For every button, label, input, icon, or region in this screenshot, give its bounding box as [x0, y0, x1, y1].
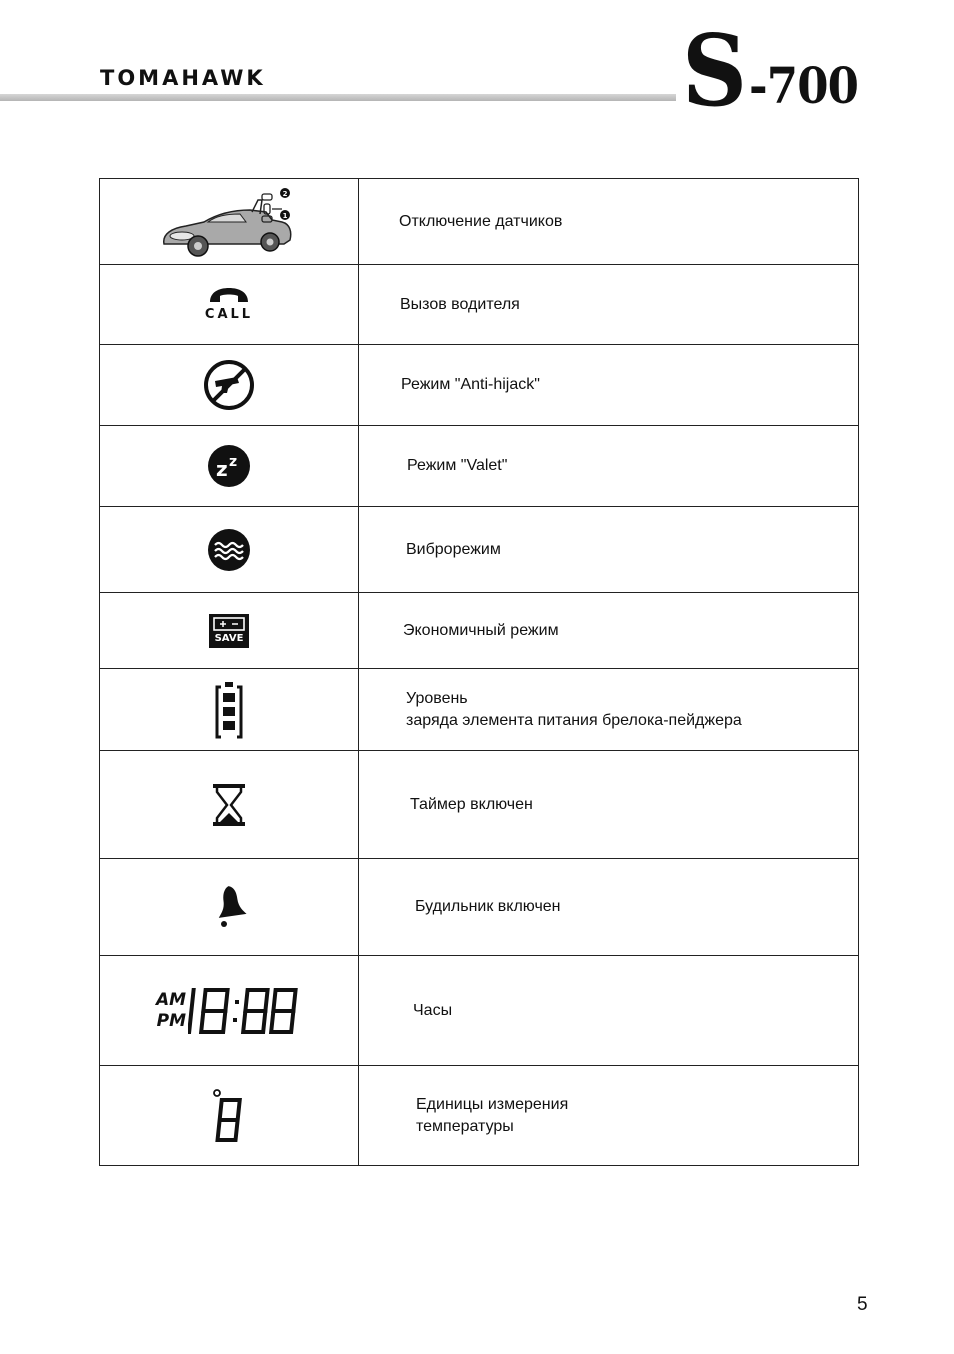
- call-icon-text: CALL: [204, 307, 254, 322]
- table-row: [100, 859, 859, 956]
- call-icon: [207, 287, 251, 305]
- svg-text:z: z: [229, 454, 238, 470]
- pm-indicator: PM: [156, 1010, 187, 1031]
- legend-label: Режим "Valet": [359, 426, 859, 507]
- table-row: [100, 179, 859, 265]
- brand-logo: TOMAHAWK: [100, 66, 266, 90]
- icon-cell: [100, 1066, 359, 1166]
- table-row: [100, 265, 859, 345]
- model-number: -700: [748, 56, 858, 115]
- legend-label: [359, 1066, 859, 1166]
- clock-icon: [188, 986, 302, 1036]
- battery-level-icon: [215, 681, 243, 739]
- icon-cell: [100, 593, 359, 669]
- table-row: [100, 669, 859, 751]
- page-number: 5: [857, 1294, 868, 1315]
- icon-cell: [100, 751, 359, 859]
- legend-label: Режим "Anti-hijack": [359, 345, 859, 426]
- svg-text:z: z: [216, 457, 228, 481]
- legend-label: Экономичный режим: [359, 593, 859, 669]
- table-row: [100, 751, 859, 859]
- car-sensors-icon: [154, 182, 304, 262]
- anti-hijack-icon: [203, 359, 255, 411]
- header-divider: [0, 94, 676, 101]
- icon-cell: [100, 265, 359, 345]
- model-logo: [682, 14, 870, 129]
- save-icon-text: SAVE: [214, 632, 244, 644]
- model-letter: S: [682, 14, 748, 129]
- icon-cell: [100, 507, 359, 593]
- legend-label-line: температуры: [416, 1117, 514, 1135]
- table-row: [100, 956, 859, 1066]
- icon-cell: [100, 426, 359, 507]
- temperature-unit-icon: [212, 1088, 246, 1144]
- svg-text:2: 2: [282, 189, 288, 198]
- table-row: [100, 345, 859, 426]
- legend-label: Виброрежим: [359, 507, 859, 593]
- table-row: [100, 593, 859, 669]
- icon-cell: [100, 345, 359, 426]
- legend-label-line: Уровень: [406, 689, 468, 707]
- legend-label: Вызов водителя: [359, 265, 859, 345]
- indicator-legend-table: [99, 178, 859, 1166]
- battery-save-icon: [209, 614, 249, 648]
- vibration-icon: [207, 528, 251, 572]
- legend-label-line: Единицы измерения: [416, 1095, 569, 1113]
- icon-cell: [100, 956, 359, 1066]
- table-row: [100, 1066, 859, 1166]
- legend-label: Будильник включен: [359, 859, 859, 956]
- legend-label: Часы: [359, 956, 859, 1066]
- icon-cell: [100, 669, 359, 751]
- legend-label: [359, 669, 859, 751]
- icon-cell: [100, 179, 359, 265]
- am-indicator: AM: [155, 989, 187, 1010]
- battery-outline-icon: [212, 617, 246, 632]
- legend-label: Отключение датчиков: [359, 179, 859, 265]
- table-row: [100, 426, 859, 507]
- legend-label-line: заряда элемента питания брелока-пейджера: [406, 711, 742, 729]
- icon-cell: [100, 859, 359, 956]
- hourglass-icon: [212, 783, 246, 827]
- svg-text:1: 1: [282, 211, 288, 220]
- valet-sleep-icon: [207, 444, 251, 488]
- table-row: [100, 507, 859, 593]
- legend-label: Таймер включен: [359, 751, 859, 859]
- bell-icon: [211, 884, 247, 930]
